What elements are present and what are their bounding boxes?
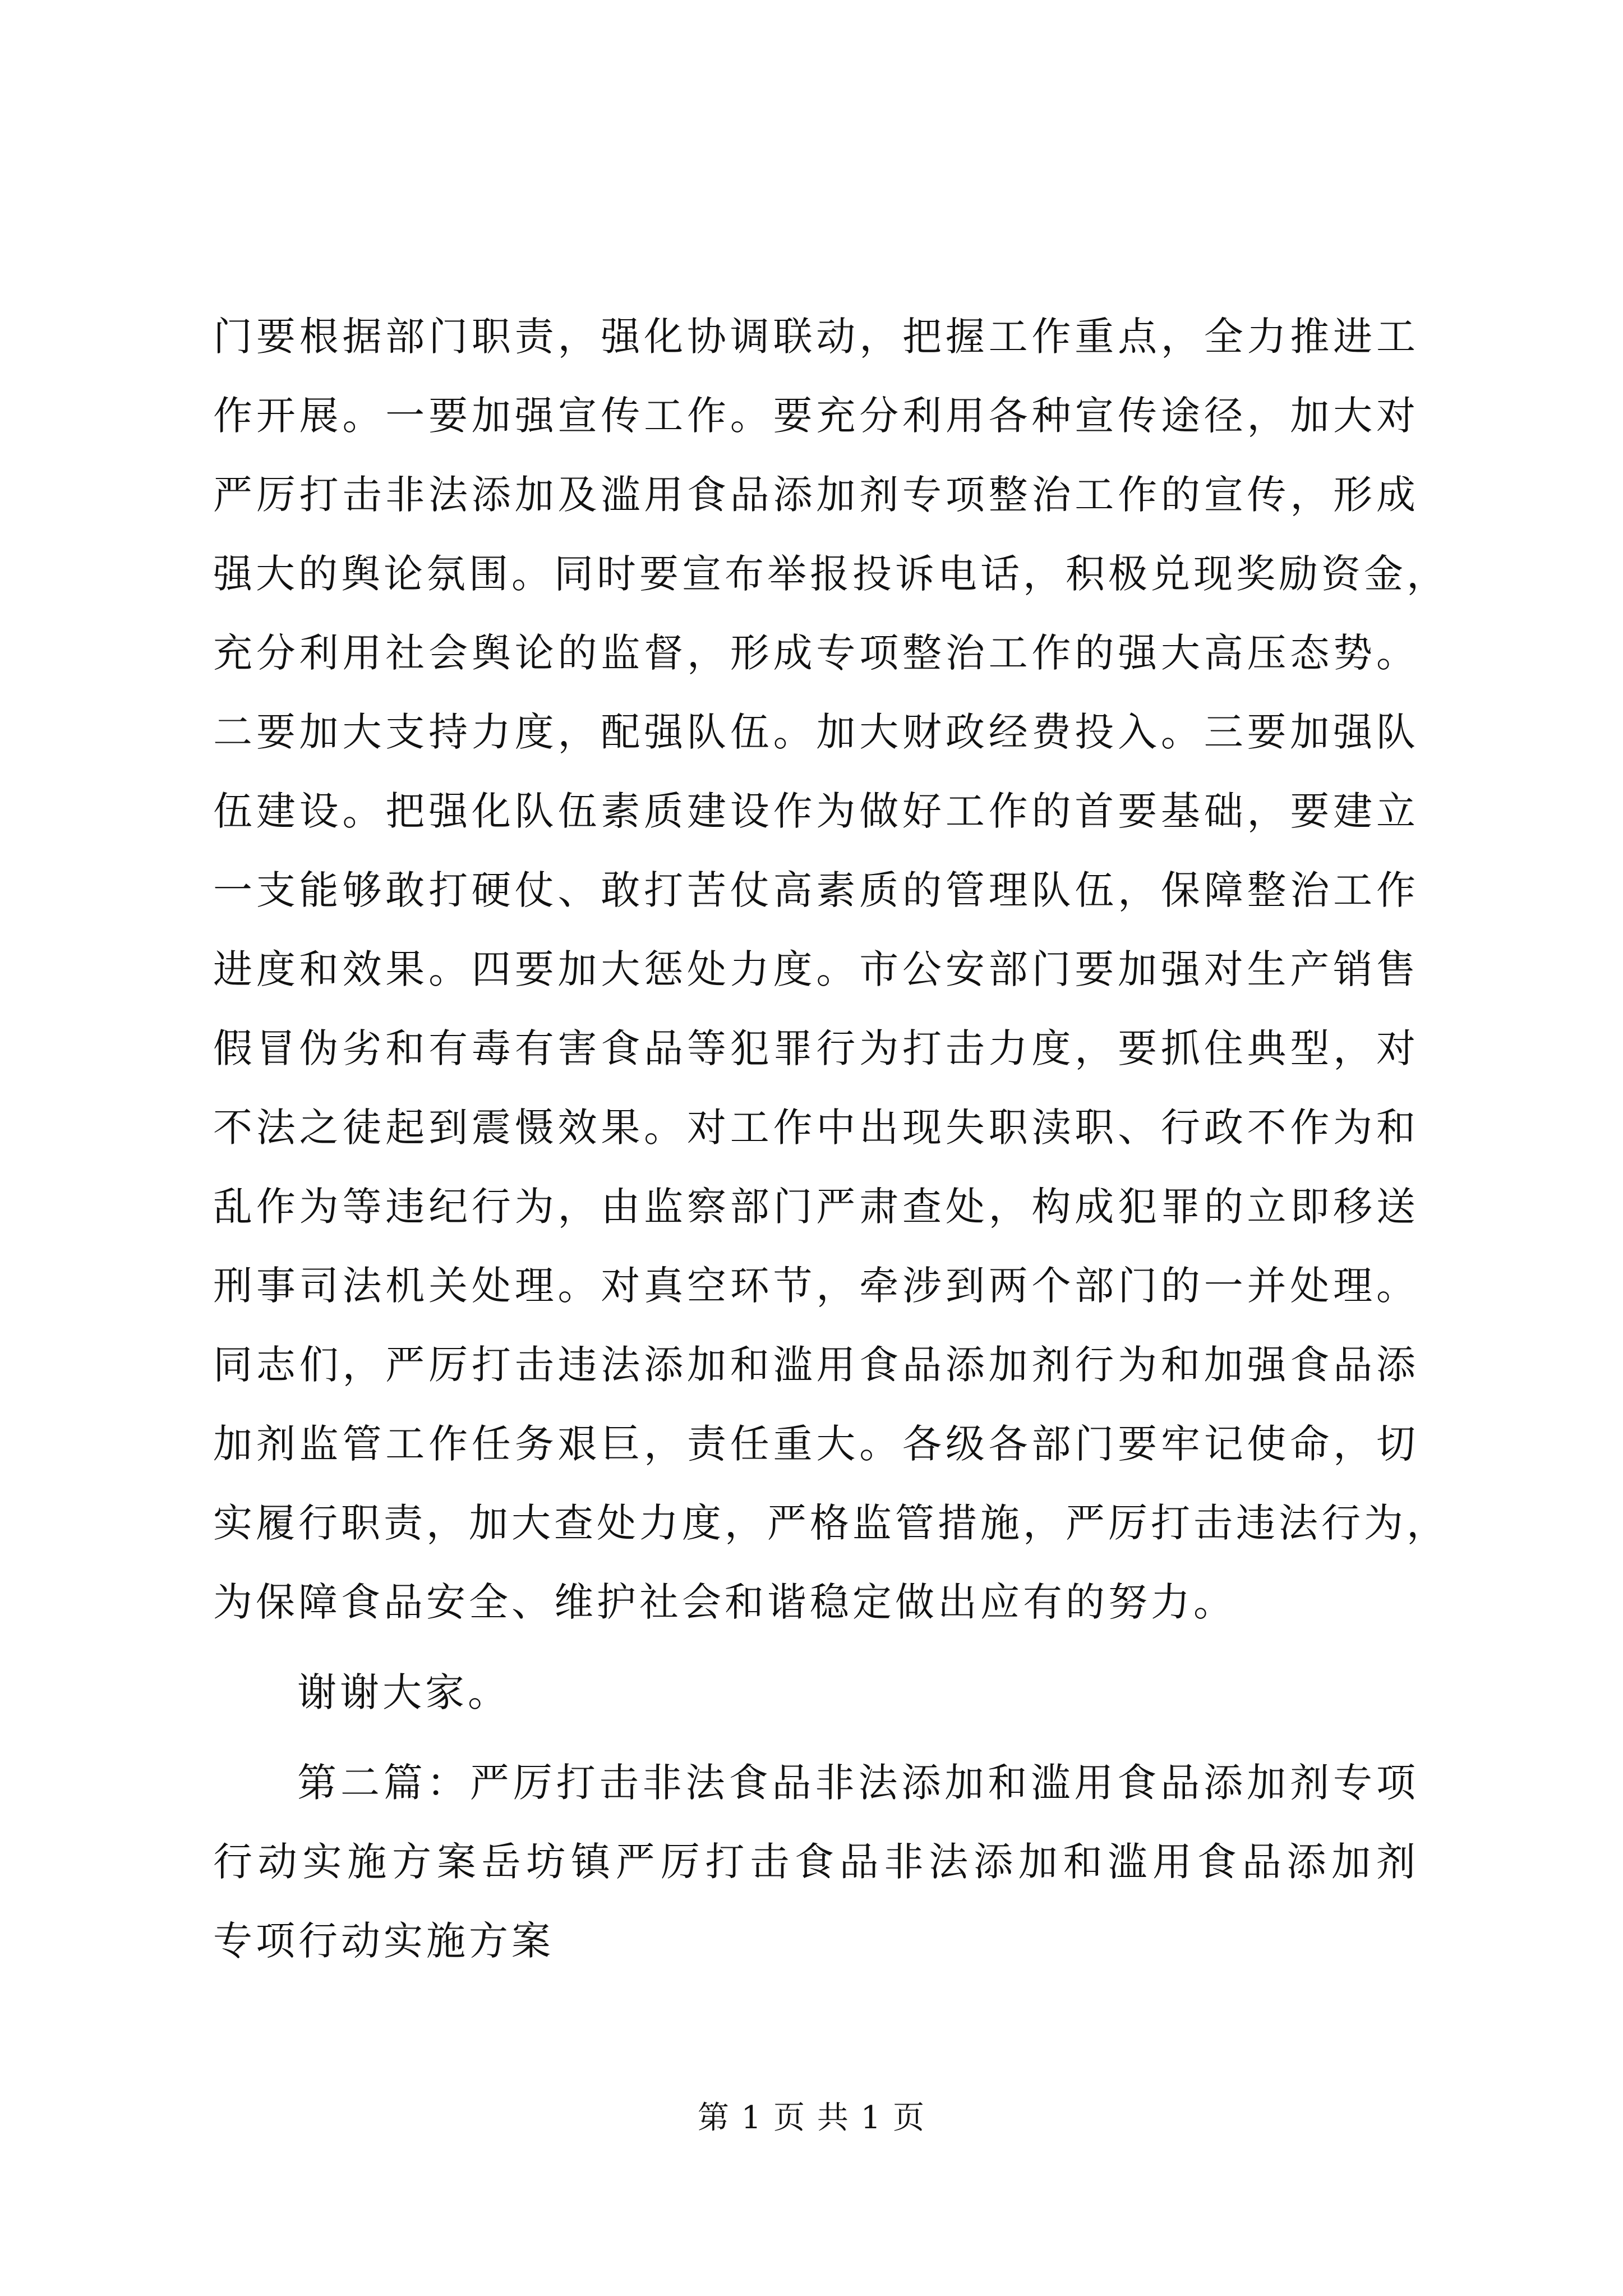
text-line: 二要加大支持力度，配强队伍。加大财政经费投入。三要加强队 — [213, 709, 1419, 755]
section-heading-line: 行动实施方案岳坊镇严厉打击食品非法添加和滥用食品添加剂 — [213, 1839, 1419, 1885]
text-line: 作开展。一要加强宣传工作。要充分利用各种宣传途径，加大对 — [213, 393, 1419, 439]
text-line: 乱作为等违纪行为，由监察部门严肃查处，构成犯罪的立即移送 — [213, 1184, 1419, 1230]
text-line: 门要根据部门职责，强化协调联动，把握工作重点，全力推进工 — [213, 314, 1419, 360]
section-heading-line: 第二篇：严厉打击非法食品非法添加和滥用食品添加剂专项 — [297, 1760, 1419, 1806]
text-line: 一支能够敢打硬仗、敢打苦仗高素质的管理队伍，保障整治工作 — [213, 867, 1419, 913]
section-heading-line: 专项行动实施方案 — [213, 1918, 554, 1964]
text-line: 严厉打击非法添加及滥用食品添加剂专项整治工作的宣传，形成 — [213, 472, 1419, 518]
text-line: 进度和效果。四要加大惩处力度。市公安部门要加强对生产销售 — [213, 946, 1419, 992]
paragraph-gap — [213, 1732, 1419, 1743]
text-line: 同志们，严厉打击违法添加和滥用食品添加剂行为和加强食品添 — [213, 1342, 1419, 1388]
text-line: 伍建设。把强化队伍素质建设作为做好工作的首要基础，要建立 — [213, 788, 1419, 834]
text-line: 强大的舆论氛围。同时要宣布举报投诉电话，积极兑现奖励资金， — [213, 551, 1449, 597]
text-line: 充分利用社会舆论的监督，形成专项整治工作的强大高压态势。 — [213, 630, 1419, 676]
text-line: 刑事司法机关处理。对真空环节，牵涉到两个部门的一并处理。 — [213, 1263, 1419, 1309]
paragraph-gap — [213, 1642, 1419, 1653]
document-body — [213, 297, 1449, 1981]
text-line: 实履行职责，加大查处力度，严格监管措施，严厉打击违法行为， — [213, 1500, 1449, 1546]
text-line: 假冒伪劣和有毒有害食品等犯罪行为打击力度，要抓住典型，对 — [213, 1025, 1419, 1071]
text-line: 为保障食品安全、维护社会和谐稳定做出应有的努力。 — [213, 1579, 1236, 1625]
text-line: 加剂监管工作任务艰巨，责任重大。各级各部门要牢记使命，切 — [213, 1421, 1419, 1467]
text-line: 不法之徒起到震慑效果。对工作中出现失职渎职、行政不作为和 — [213, 1105, 1419, 1151]
thanks-line: 谢谢大家。 — [297, 1669, 510, 1715]
page-footer: 第 1 页 共 1 页 — [697, 2100, 926, 2136]
